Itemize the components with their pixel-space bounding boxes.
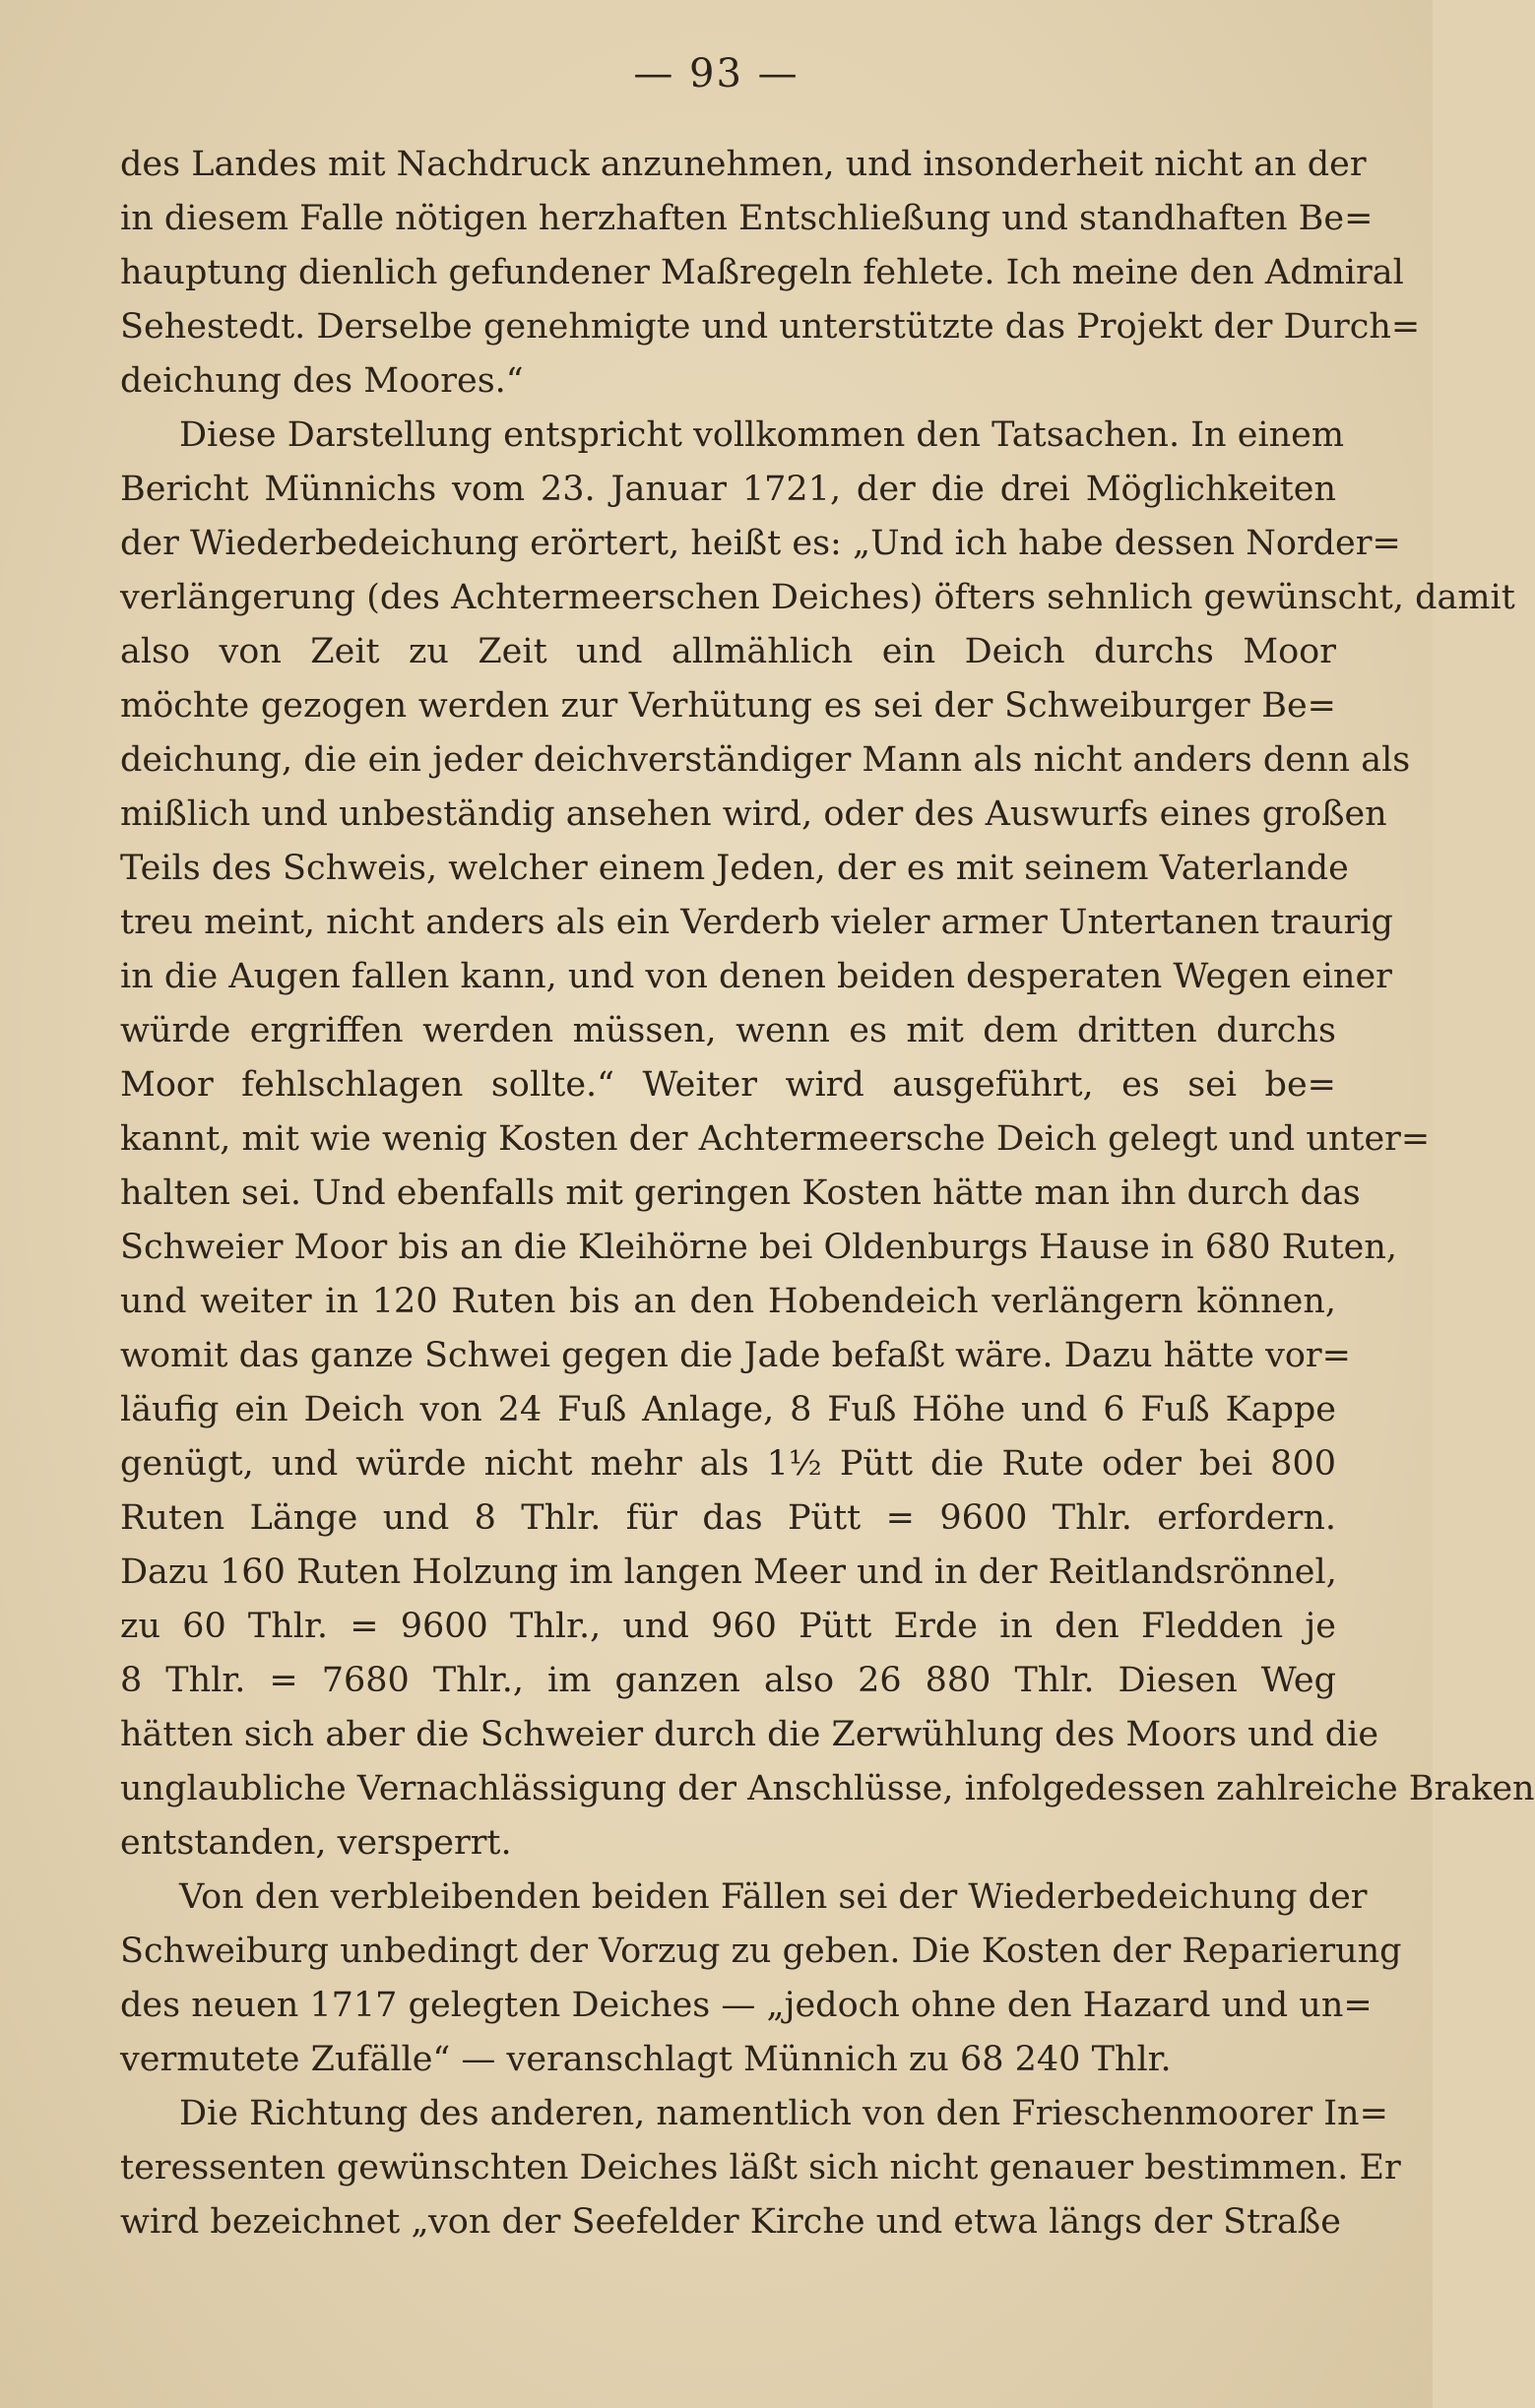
text-line: also von Zeit zu Zeit und allmählich ein Deich durchs Moor (120, 632, 1336, 671)
text-line: teressenten gewünschten Deiches läßt sich nicht genauer bestimmen. Er (120, 2148, 1401, 2187)
text-line: womit das ganze Schwei gegen die Jade befaßt wäre. Dazu hätte vor= (120, 1336, 1351, 1375)
text-line: Dazu 160 Ruten Holzung im langen Meer und in der Reitlandsrönnel, (120, 1553, 1337, 1592)
text-line: kannt, mit wie wenig Kosten der Achtermeersche Deich gelegt und unter= (120, 1119, 1431, 1159)
text-line: Schweiburg unbedingt der Vorzug zu geben. Die Kosten der Reparierung (120, 1932, 1402, 1971)
text-line: der Wiederbedeichung erörtert, heißt es: „Und ich habe dessen Norder= (120, 524, 1401, 563)
text-line: mißlich und unbeständig ansehen wird, oder des Auswurfs eines großen (120, 794, 1387, 834)
text-line: deichung, die ein jeder deichverständiger Mann als nicht anders denn als (120, 740, 1411, 780)
text-line: deichung des Moores.“ (120, 361, 524, 401)
text-line: Teils des Schweis, welcher einem Jeden, der es mit seinem Vaterlande (120, 849, 1349, 888)
text-line: halten sei. Und ebenfalls mit geringen Kosten hätte man ihn durch das (120, 1173, 1361, 1213)
text-line: Diese Darstellung entspricht vollkommen den Tatsachen. In einem (179, 415, 1345, 455)
text-line: Schweier Moor bis an die Kleihörne bei Oldenburgs Hause in 680 Ruten, (120, 1228, 1398, 1267)
text-line: genügt, und würde nicht mehr als 1½ Pütt die Rute oder bei 800 (120, 1444, 1336, 1484)
text-line: läufig ein Deich von 24 Fuß Anlage, 8 Fuß Höhe und 6 Fuß Kappe (120, 1390, 1336, 1429)
text-line: Ruten Länge und 8 Thlr. für das Pütt = 9600 Thlr. erfordern. (120, 1498, 1336, 1538)
body-text (120, 138, 1535, 2250)
text-line: in die Augen fallen kann, und von denen beiden desperaten Wegen einer (120, 957, 1392, 996)
text-line: vermutete Zufälle“ — veranschlagt Münnich zu 68 240 Thlr. (120, 2040, 1172, 2079)
text-line: möchte gezogen werden zur Verhütung es sei der Schweiburger Be= (120, 686, 1336, 726)
text-line: würde ergriffen werden müssen, wenn es mit dem dritten durchs (120, 1011, 1336, 1050)
text-line: hätten sich aber die Schweier durch die Zerwühlung des Moors und die (120, 1715, 1379, 1754)
text-line: 8 Thlr. = 7680 Thlr., im ganzen also 26 880 Thlr. Diesen Weg (120, 1661, 1336, 1700)
text-line: zu 60 Thlr. = 9600 Thlr., und 960 Pütt Erde in den Fledden je (120, 1607, 1336, 1646)
text-line: des neuen 1717 gelegten Deiches — „jedoch ohne den Hazard und un= (120, 1986, 1373, 2025)
text-line: treu meint, nicht anders als ein Verderb vieler armer Untertanen traurig (120, 903, 1393, 942)
text-line: in diesem Falle nötigen herzhaften Entschließung und standhaften Be= (120, 199, 1374, 238)
page-number: — 93 — (633, 51, 799, 96)
text-line: Von den verbleibenden beiden Fällen sei der Wiederbedeichung der (179, 1877, 1368, 1917)
text-line: unglaubliche Vernachlässigung der Anschlüsse, infolgedessen zahlreiche Braken (120, 1769, 1535, 1808)
text-line: Sehestedt. Derselbe genehmigte und unterstützte das Projekt der Durch= (120, 307, 1421, 347)
text-line: Moor fehlschlagen sollte.“ Weiter wird ausgeführt, es sei be= (120, 1065, 1336, 1105)
text-line: wird bezeichnet „von der Seefelder Kirche und etwa längs der Straße (120, 2202, 1341, 2242)
text-line: verlängerung (des Achtermeerschen Deiches) öfters sehnlich gewünscht, damit (120, 578, 1515, 617)
text-line: entstanden, versperrt. (120, 1823, 512, 1863)
text-line: hauptung dienlich gefundener Maßregeln fehlete. Ich meine den Admiral (120, 253, 1404, 292)
text-line: Die Richtung des anderen, namentlich von den Frieschenmoorer In= (179, 2094, 1388, 2133)
text-line: Bericht Münnichs vom 23. Januar 1721, der die drei Möglichkeiten (120, 470, 1336, 509)
text-line: und weiter in 120 Ruten bis an den Hobendeich verlängern können, (120, 1282, 1336, 1321)
text-line: des Landes mit Nachdruck anzunehmen, und insonderheit nicht an der (120, 145, 1367, 184)
